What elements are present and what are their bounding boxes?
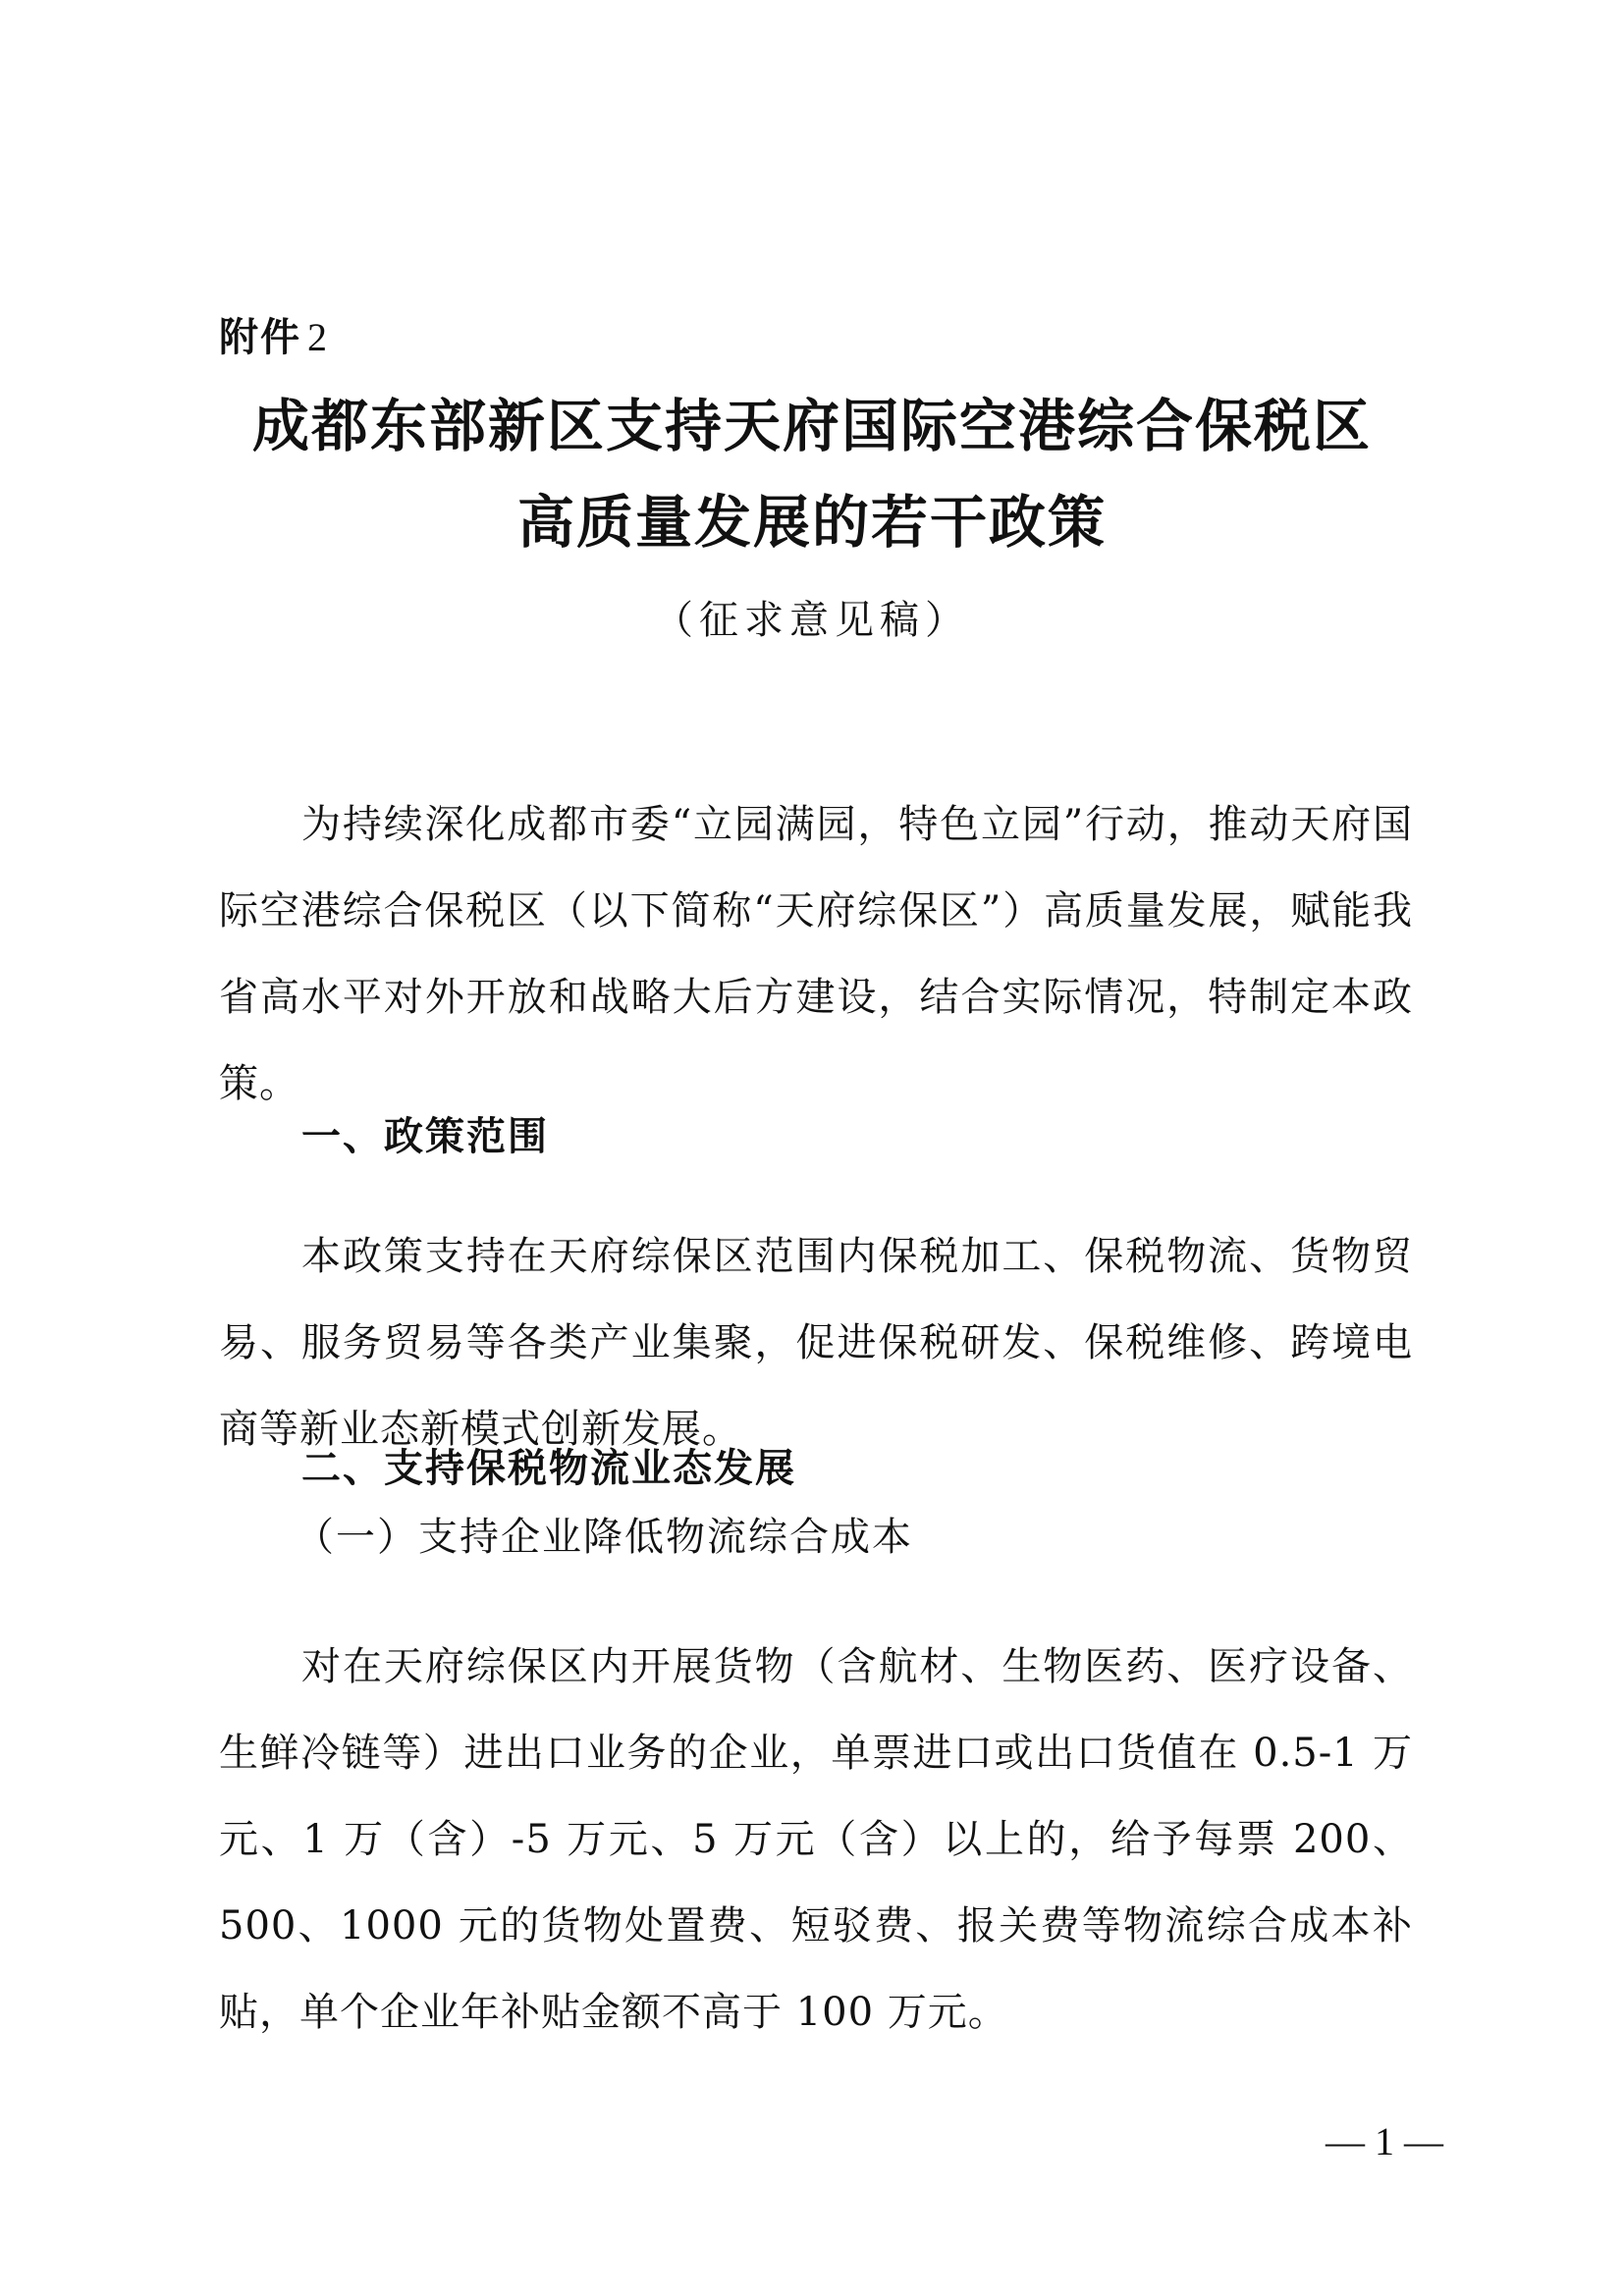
- document-title-line-2: 高质量发展的若干政策: [516, 489, 1107, 556]
- section-1-heading: 一、政策范围: [301, 1114, 549, 1159]
- document-subtitle: （征求意见稿）: [654, 598, 970, 643]
- intro-paragraph: 为持续深化成都市委“立园满园，特色立园”行动，推动天府国际空港综合保税区（以下简称“天府综保区”）高质量发展，赋能我省高水平对外开放和战略大后方建设，结合实际情况，特制定本政策。: [219, 802, 1413, 1106]
- section-2-paragraph-1: 对在天府综保区内开展货物（含航材、生物医药、医疗设备、生鲜冷链等）进出口业务的企业，单票进口或出口货值在 0.5-1 万元、1 万（含）-5 万元、5 万元（含）以上的，给予每票 200、500、1000 元的货物处置费、短驳费、报关费等物流综合成本补贴，单个企业年补贴金额不高于 100 万元。: [219, 1644, 1413, 2035]
- attachment-label: [219, 310, 329, 365]
- section-2-subheading-1: （一）支持企业降低物流综合成本: [295, 1515, 913, 1560]
- attachment-number: 2: [307, 315, 329, 359]
- attachment-label-text: 附件: [219, 315, 301, 360]
- section-2-heading: 二、支持保税物流业态发展: [301, 1446, 796, 1491]
- page-number: — 1 —: [1326, 2119, 1443, 2163]
- document-title-line-1: 成都东部新区支持天府国际空港综合保税区: [251, 393, 1372, 459]
- section-1-paragraph: 本政策支持在天府综保区范围内保税加工、保税物流、货物贸易、服务贸易等各类产业集聚，促进保税研发、保税维修、跨境电商等新业态新模式创新发展。: [219, 1234, 1413, 1452]
